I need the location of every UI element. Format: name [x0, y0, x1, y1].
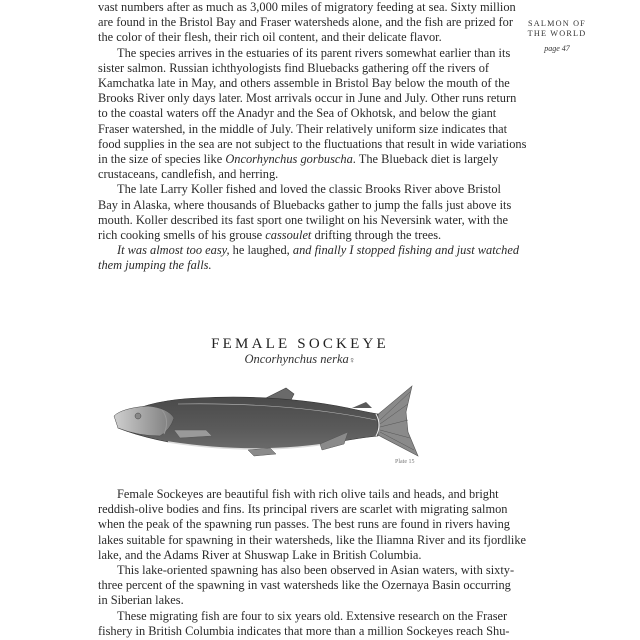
text-line: to the coastal waters off the Anadyr and the Sea of Okhotsk, and below the giant	[98, 106, 497, 121]
text-line: The species arrives in the estuaries of its parent rivers somewhat earlier than its	[117, 45, 511, 60]
text-line: lake, and the Adams River at Shuswap Lake in British Columbia.	[98, 547, 422, 562]
quote-italic: It was almost too easy,	[117, 243, 230, 258]
text-line: the color of their flesh, their rich oil content, and their delicate flavor.	[98, 30, 442, 45]
text-line: Female Sockeyes are beautiful fish with rich olive tails and heads, and bright	[117, 487, 499, 501]
text-line: when the peak of the spawning run passes. The best runs are found in rivers having	[98, 517, 511, 532]
female-symbol: ♀	[348, 355, 356, 365]
text-line: sister salmon. Russian ichthyologists find Bluebacks gathering off the rivers of	[98, 60, 490, 75]
text-fragment: drifting through the trees.	[314, 228, 442, 243]
italic-word: cassoulet	[265, 228, 312, 243]
text-fragment: in the size of species like	[98, 152, 223, 167]
text-fragment: he laughed,	[232, 243, 290, 258]
text-line: These migrating fish are four to six years old. Extensive research on the Fraser	[117, 608, 508, 623]
bottom-text-column	[98, 487, 527, 639]
running-head-line2: THE WORLD	[527, 29, 587, 38]
text-line: Kamchatka late in May, and others assemble in Bristol Bay below the mouth of the	[98, 76, 510, 91]
scientific-name: Oncorhynchus nerka	[244, 352, 349, 366]
text-line: in Siberian lakes.	[98, 593, 184, 608]
plate-title: FEMALE SOCKEYE	[211, 336, 389, 352]
text-fragment: . The Blueback diet is largely	[352, 152, 499, 167]
text-line: Fraser watershed, in the middle of July. Their relatively uniform size indicates that	[98, 121, 508, 136]
text-line: them jumping the falls.	[98, 258, 212, 273]
text-line: Brooks River only days later. Most arrivals occur in June and July. Other runs return	[98, 91, 517, 106]
text-line-mixed	[98, 243, 520, 258]
text-line: three percent of the spawning in vast watersheds like the Ozernaya Basin occurring	[98, 578, 511, 593]
text-line-mixed	[98, 228, 440, 243]
quote-italic: and finally I stopped fishing and just watched	[292, 243, 520, 258]
running-head-line1: SALMON OF	[528, 19, 586, 28]
plate-scientific-name	[160, 352, 440, 367]
text-fragment: rich cooking smells of his grouse	[98, 228, 263, 243]
text-line: lakes suitable for spawning in their watersheds, like the Iliamna River and its fjordlike	[98, 532, 527, 547]
sockeye-salmon-illustration	[108, 372, 438, 477]
text-line-mixed	[98, 152, 499, 167]
page-number: page 47	[544, 44, 570, 53]
running-head	[512, 19, 602, 54]
text-line: vast numbers after as much as 3,000 miles of migratory feeding at sea. Sixty million	[98, 0, 516, 14]
text-line: Bay in Alaska, where thousands of Bluebacks gather to jump the falls just above its	[98, 197, 512, 212]
top-text-column	[98, 0, 527, 274]
text-line: crustaceans, candlefish, and herring.	[98, 167, 279, 182]
text-line: food supplies in the sea are not subject to the fluctuations that result in wide variations	[98, 136, 527, 151]
text-line: reddish-olive bodies and fins. Its principal rivers are scarlet with migrating salmon	[98, 502, 508, 517]
species-name-italic: Oncorhynchus gorbuscha	[225, 152, 353, 167]
plate-number: Plate 15	[395, 459, 415, 465]
text-line: fishery in British Columbia indicates that more than a million Sockeyes reach Shu-	[98, 623, 510, 638]
text-line: are found in the Bristol Bay and Fraser watersheds alone, and the fish are prized for	[98, 15, 513, 30]
text-line: mouth. Koller described its fast sport one twilight on his Neversink water, with the	[98, 212, 509, 227]
text-line: This lake-oriented spawning has also been observed in Asian waters, with sixty-	[117, 563, 515, 578]
text-line: The late Larry Koller fished and loved the classic Brooks River above Bristol	[117, 182, 502, 197]
